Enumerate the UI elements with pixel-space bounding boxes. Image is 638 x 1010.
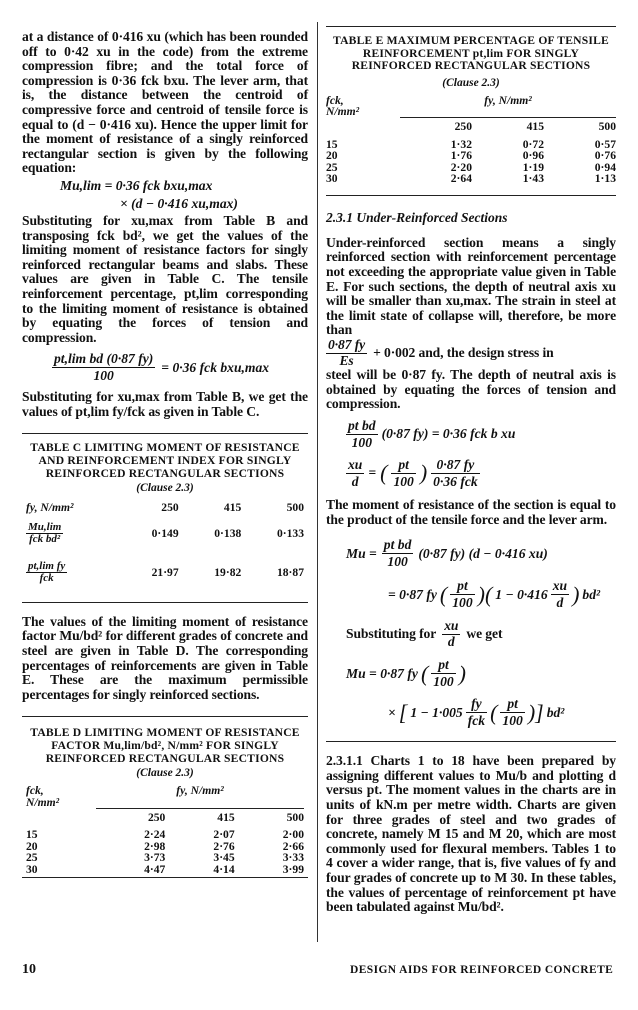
table-row: N/mm² [26,795,60,809]
left-paragraph-3: Substituting for xu,max from Table B, we get the values of pt,lim fy/fck as given in Table C. [22,389,308,419]
table-row: $\frac{Mu,\lim}{\text{fck bd²}}$ 0·149 0·138 0·133 [28,520,304,546]
table-e [326,27,616,185]
equation-neutral-axis: $\frac{xu}{d}$ = ( $\frac{pt}{100}$ ) $\frac{0\cdot 87 fy}{\text{0·36 fck}}$ [348,456,478,489]
table-row: $\frac{\text{pt,lim fy}}{\text{fck}}$ 21·97 19·82 18·87 [28,559,304,585]
table-d-title: TABLE D LIMITING MOMENT OF RESISTANCE FACTOR Mu,lim/bd², N/mm² FOR SINGLY REINFORCED RECTANGULAR SECTIONS [30,726,300,765]
equation-pt-lim: $\frac{\text{pt,lim bd (0·87 fy)}}{100}$ = 0·36 fck bxu,max [54,351,270,384]
table-row: 15 1·32 0·72 0·57 [326,137,616,151]
table-row: 250 415 500 [326,118,616,133]
table-d [22,717,308,875]
section-heading: 2.3.1 Under-Reinforced Sections [326,209,508,225]
equation-mu-lim [60,178,308,212]
table-row: 30 4·47 4·14 3·99 [26,862,304,876]
table-d-bottom-rule [22,877,308,878]
table-row: 20 1·76 0·96 0·76 [326,149,616,163]
table-row: fy, N/mm² 250 415 500 [26,501,304,515]
equation-mu-final-1: Mu = 0·87 fy ( $\frac{pt}{100}$ ) [346,657,466,690]
left-paragraph-2: Substituting for xu,max from Table B and transposing fck bd², we get the values of the limiting moment of resistance factors for singly reinforced rectangular beams and slabs. These values are given in Table C. The tensile reinforcement percentage, pt,lim corresponding to the limiting moment of resistance is obtained by equating the forces of tension and compression. [22,212,308,345]
equation-force-balance: $\frac{\text{pt bd}}{100}$ (0·87 fy) = 0·36 fck b xu [348,417,516,450]
equation-moment: Mu = $\frac{\text{pt bd}}{100}$ (0·87 fy) (d − 0·416 xu) [346,537,548,570]
right-paragraph-2: steel will be 0·87 fy. The depth of neutral axis is obtained by equating the forces of tension and compression. [326,367,616,412]
right-paragraph-3: The moment of resistance of the section is equal to the product of the tensile force and the lever arm. [326,496,616,527]
left-paragraph-1: at a distance of 0·416 xu (which has been rounded off to 0·42 xu in the code) from the extreme compression fibre; and the total force of compression is 0·36 fck bxu. The lever arm, that is, the distance between the centroid of compressive force and centroid of tensile force is equal to (d − 0·416 xu). Hence the upper limit for the moment of resistance of a singly reinforced rectangular section is given by the following equation: [22,29,308,176]
table-e-title: TABLE E MAXIMUM PERCENTAGE OF TENSILE REINFORCEMENT pt,lim FOR SINGLY REINFORCED RECTANGULAR SECTIONS [333,34,609,73]
left-column [22,0,308,878]
left-paragraph-4: The values of the limiting moment of resistance factor Mu/bd² for different grades of concrete and steel are given in Table D. The corresponding percentages of reinforcements are given in Table E. These are the maximum permissible percentages for singly reinforced sections. [22,613,308,702]
table-row: 30 2·64 1·43 1·13 [326,172,616,186]
table-c-clause: (Clause 2.3) [136,482,194,495]
table-row: 20 2·98 2·76 2·66 [26,839,304,853]
table-c [22,434,308,595]
equation-moment-expanded: = 0·87 fy ( $\frac{pt}{100}$ )( 1 − 0·416 $\frac{xu}{d}$ ) bd² [388,578,601,611]
table-row: fck, fy, N/mm² [26,784,224,798]
strain-expression: $\frac{0\cdot 87 fy}{Es}$ + 0·002 and, the design stress in [328,336,554,368]
table-c-grid [26,502,304,592]
table-row: 25 3·73 3·45 3·33 [26,851,304,865]
mu-lim-factor-label: $\frac{Mu,\lim}{\text{fck bd²}}$ [28,520,62,546]
table-d-clause: (Clause 2.3) [136,767,194,780]
substitution-line: Substituting for $\frac{xu}{d}$ we get [346,618,503,649]
table-d-grid [26,785,304,875]
table-row: N/mm² [326,105,360,119]
right-column [326,0,616,915]
table-e-clause: (Clause 2.3) [442,76,500,89]
pt-lim-index-label: $\frac{\text{pt,lim fy}}{\text{fck}}$ [28,559,66,585]
right-paragraph-4: 2.3.1.1 Charts 1 to 18 have been prepared by assigning different values to Mu/b and plotting d versus pt. The moment values in the charts are in units of kN.m per metre width. Charts are given for three grades of steel and two grades of concrete, namely M 15 and M 20, which are most commonly used for flexural members. Tables 1 to 4 cover a wider range, that is, five values of fy and four grades of concrete up to M 30. In these tables, the values of percentage of reinforcement pt have been tabulated against Mu/bd². [326,753,616,915]
table-row: 25 2·20 1·19 0·94 [326,160,616,174]
table-row: 15 2·24 2·07 2·00 [26,828,304,842]
right-section-rule [326,741,616,742]
equation-line-1: Mu,lim = 0·36 fck bxu,max [60,177,213,193]
table-row: 250 415 500 [26,808,304,823]
strain-fraction: $\frac{0\cdot 87 fy}{Es}$ [328,336,366,368]
table-c-title: TABLE C LIMITING MOMENT OF RESISTANCE AND REINFORCEMENT INDEX FOR SINGLY REINFORCED RECTANGULAR SECTIONS [30,441,300,480]
equation-line-2: × (d − 0·416 xu,max) [120,195,238,211]
column-divider [317,22,318,942]
pt-lim-fraction: $\frac{\text{pt,lim bd (0·87 fy)}}{100}$ [54,351,154,384]
right-paragraph-1: Under-reinforced section means a singly reinforced section with reinforcement percentage not exceeding the appropriate value given in Table E. For such sections, the depth of neutral axis xu will be smaller than xu,max. The strain in steel at the limit state of collapse will, therefore, be more than [326,234,616,338]
running-title: DESIGN AIDS FOR REINFORCED CONCRETE [350,964,614,976]
table-e-grid [326,95,616,185]
equation-mu-final-2: × [ 1 − 1·005 $\frac{fy}{\text{fck}}$ ( $\frac{pt}{100}$ )] bd² [388,696,565,729]
table-row: fck, fy, N/mm² [326,93,532,107]
table-c-bottom-rule [22,602,308,603]
page-number: 10 [22,962,36,977]
table-e-bottom-rule [326,195,616,196]
